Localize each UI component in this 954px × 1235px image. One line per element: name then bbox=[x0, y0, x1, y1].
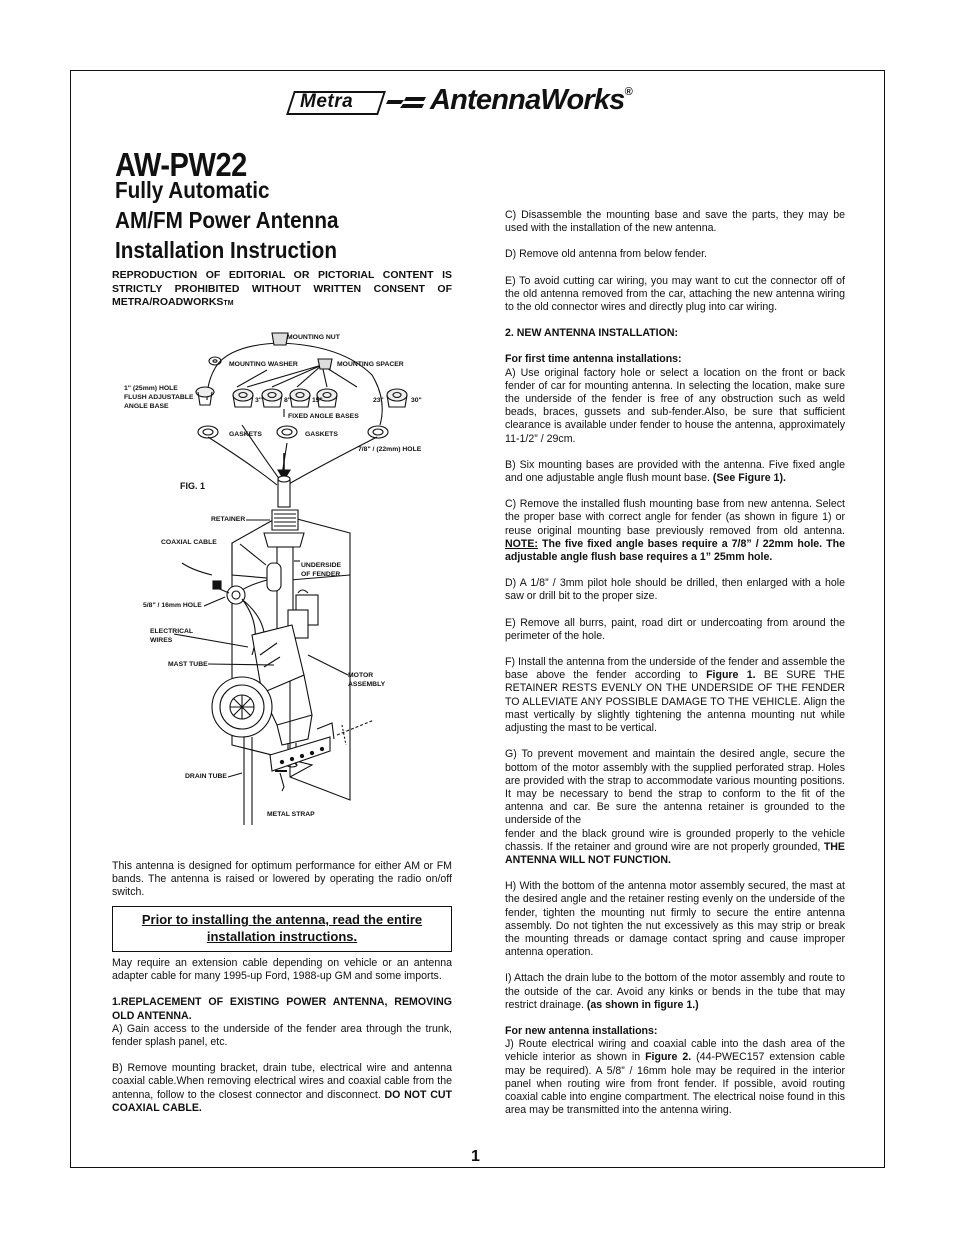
flush-base-label: 1" (25mm) HOLE FLUSH ADJUSTABLE ANGLE BASE bbox=[124, 385, 194, 410]
mast-tube-label: MAST TUBE bbox=[168, 661, 208, 668]
title-line-3: Installation Instruction bbox=[115, 237, 337, 263]
step-2d: D) A 1/8” / 3mm pilot hole should be drilled, then enlarged with a hole saw or drill bit to the proper size. bbox=[505, 577, 845, 603]
coaxial-cable-label: COAXIAL CABLE bbox=[161, 539, 217, 546]
step-2f: F) Install the antenna from the underside of the fender and assemble the base above the fender according to Figure 1. BE SURE THE RETAINER RESTS EVENLY ON THE UNDERSIDE OF THE FENDER TO ALLEVIATE ANY POSSIBLE DAMAGE TO THE VEHICLE. Align the mast vertically by slightly tightening the antenna mounting nut while adjusting the mast to be vertical. bbox=[505, 656, 846, 735]
document-title bbox=[115, 175, 338, 265]
angle-15-label: 15" bbox=[312, 397, 323, 404]
reproduction-notice: REPRODUCTION OF EDITORIAL OR PICTORIAL CONTENT IS STRICTLY PROHIBITED WITHOUT WRITTEN CONSENT OF METRA/ROADWORKSTM bbox=[112, 269, 452, 308]
intro-paragraph: This antenna is designed for optimum performance for either AM or FM bands. The antenna is raised or lowered by operating the radio on/off switch. bbox=[112, 860, 452, 899]
page-number: 1 bbox=[471, 1148, 480, 1165]
lightning-bolt-icon bbox=[386, 94, 426, 114]
gaskets-left-label: GASKETS bbox=[229, 431, 262, 438]
prior-notice-box: Prior to installing the antenna, read the entire installation instructions. bbox=[112, 906, 452, 952]
title-line-1: Fully Automatic bbox=[115, 177, 270, 203]
figure-1 bbox=[112, 325, 457, 825]
gaskets-right-label: GASKETS bbox=[305, 431, 338, 438]
electrical-wires-label: ELECTRICAL WIRES bbox=[150, 628, 194, 644]
section-1-heading: 1.REPLACEMENT OF EXISTING POWER ANTENNA, REMOVING OLD ANTENNA. bbox=[112, 996, 452, 1022]
extension-note: May require an extension cable depending on vehicle or an antenna adapter cable for many 1995-up Ford, 1988-up GM and some imports. bbox=[112, 957, 452, 983]
step-2e: E) Remove all burrs, paint, road dirt or undercoating from around the perimeter of the hole. bbox=[505, 616, 845, 642]
step-2c: C) Remove the installed flush mounting base from new antenna. Select the proper base with correct angle for fender (as shown in figure 1) or reuse original mounting base previously removed from old antenna. NOTE: The five fixed angle bases require a 7/8” / 22mm hole. The adjustable angle flush base requires a 1” 25mm hole. bbox=[505, 498, 845, 564]
step-1a: A) Gain access to the underside of the fender area through the trunk, fender splash panel, etc. bbox=[112, 1022, 452, 1049]
fixed-angle-bases-label: FIXED ANGLE BASES bbox=[288, 413, 359, 420]
mounting-spacer-label: MOUNTING SPACER bbox=[337, 361, 404, 368]
mounting-nut-label: MOUNTING NUT bbox=[287, 334, 340, 341]
underside-of-fender-label: UNDERSIDE OF FENDER bbox=[301, 562, 342, 578]
angle-3-label: 3" bbox=[255, 397, 263, 404]
hole-58-label: 5/8" / 16mm HOLE bbox=[143, 602, 202, 609]
step-2g: G) To prevent movement and maintain the desired angle, secure the bottom of the motor assembly with the supplied perforated strap. Holes are provided with the strap to accommodate various mounting positions. It may be necessary to bend the strap to conform to the fit of the antenna and car. Be sure the antenna retainer is grounded to the underside of the fender and the black ground wire is grounded properly to the vehicle chassis. If the retainer and ground wire are not properly grounded, THE ANTENNA WILL NOT FUNCTION. bbox=[505, 748, 845, 866]
step-1c: C) Disassemble the mounting base and save the parts, they may be used with the installation of the new antenna. bbox=[505, 209, 845, 235]
step-2b: B) Six mounting bases are provided with the antenna. Five fixed angle and one adjustable angle flush mount base. (See Figure 1). bbox=[505, 458, 845, 485]
step-2h: H) With the bottom of the antenna motor assembly secured, the mast at the desired angle and the retainer resting evenly on the underside of the fender, tighten the mounting nut firmly to secure the entire antenna assembly. Do not tighten the nut excessively as this may strip or break the mounting threads or damage contact spring and cause improper antenna operation. bbox=[505, 880, 845, 959]
right-column-instructions bbox=[505, 209, 845, 1130]
model-number: AW-PW22 bbox=[115, 146, 247, 183]
angle-8-label: 8" bbox=[284, 397, 292, 404]
metra-logo-text: Metra bbox=[300, 91, 354, 112]
motor-assembly-label: MOTOR ASSEMBLY bbox=[348, 672, 386, 688]
step-1e: E) To avoid cutting car wiring, you may want to cut the connector off of the old antenna removed from the car, attaching the new antenna wiring to the old connector wires and directly plug into car wiring. bbox=[505, 274, 845, 314]
antennaworks-logo-text: AntennaWorks® bbox=[430, 84, 632, 116]
step-1b: B) Remove mounting bracket, drain tube, electrical wire and antenna coaxial cable.When removing electrical wires and coaxial cable from the antenna, follow to the closest connector and disconnect. DO NOT CUT COAXIAL CABLE. bbox=[112, 1062, 452, 1114]
drain-tube-label: DRAIN TUBE bbox=[185, 773, 227, 780]
step-1d: D) Remove old antenna from below fender. bbox=[505, 248, 707, 261]
step-2j: J) Route electrical wiring and coaxial cable into the dash area of the vehicle interior as shown in Figure 2. (44-PWEC157 extension cable may be required). A 5/8” / 16mm hole may be required in the interior panel when routing wire from front fender. If possible, avoid routing coaxial cable into engine compartment. The electrical noise found in this area may be transmitted into the antenna wiring. bbox=[505, 1038, 845, 1117]
step-2i: I) Attach the drain lube to the bottom of the motor assembly and route to the outside of the car. Avoid any kinks or bends in the tube that may restrict drainage. (as shown in figure 1.) bbox=[505, 972, 845, 1011]
retainer-label: RETAINER bbox=[211, 516, 246, 523]
first-time-heading: For first time antenna installations: bbox=[505, 353, 682, 366]
step-2a: A) Use original factory hole or select a location on the front or back fender of car for mounting antenna. In selecting the location, make sure the underside of the fender is free of any obstruction such as weld beads, braces, gussets and sub-fender.Also, be sure that sufficient clearance is available under fender to house the antenna, approximately 11-1/2” / 29cm. bbox=[505, 366, 845, 445]
angle-30-label: 30" bbox=[411, 397, 422, 404]
angle-23-label: 23" bbox=[373, 397, 384, 404]
mounting-washer-label: MOUNTING WASHER bbox=[229, 361, 298, 368]
new-install-heading: For new antenna installations: bbox=[505, 1024, 658, 1037]
left-column-instructions bbox=[112, 957, 452, 1128]
metal-strap-label: METAL STRAP bbox=[267, 811, 315, 818]
hole-78-label: 7/8" / (22mm) HOLE bbox=[358, 446, 422, 453]
fig-1-label: FIG. 1 bbox=[180, 481, 206, 491]
brand-logo bbox=[290, 86, 670, 122]
section-2-heading: 2. NEW ANTENNA INSTALLATION: bbox=[505, 327, 679, 340]
title-line-2: AM/FM Power Antenna bbox=[115, 207, 339, 233]
